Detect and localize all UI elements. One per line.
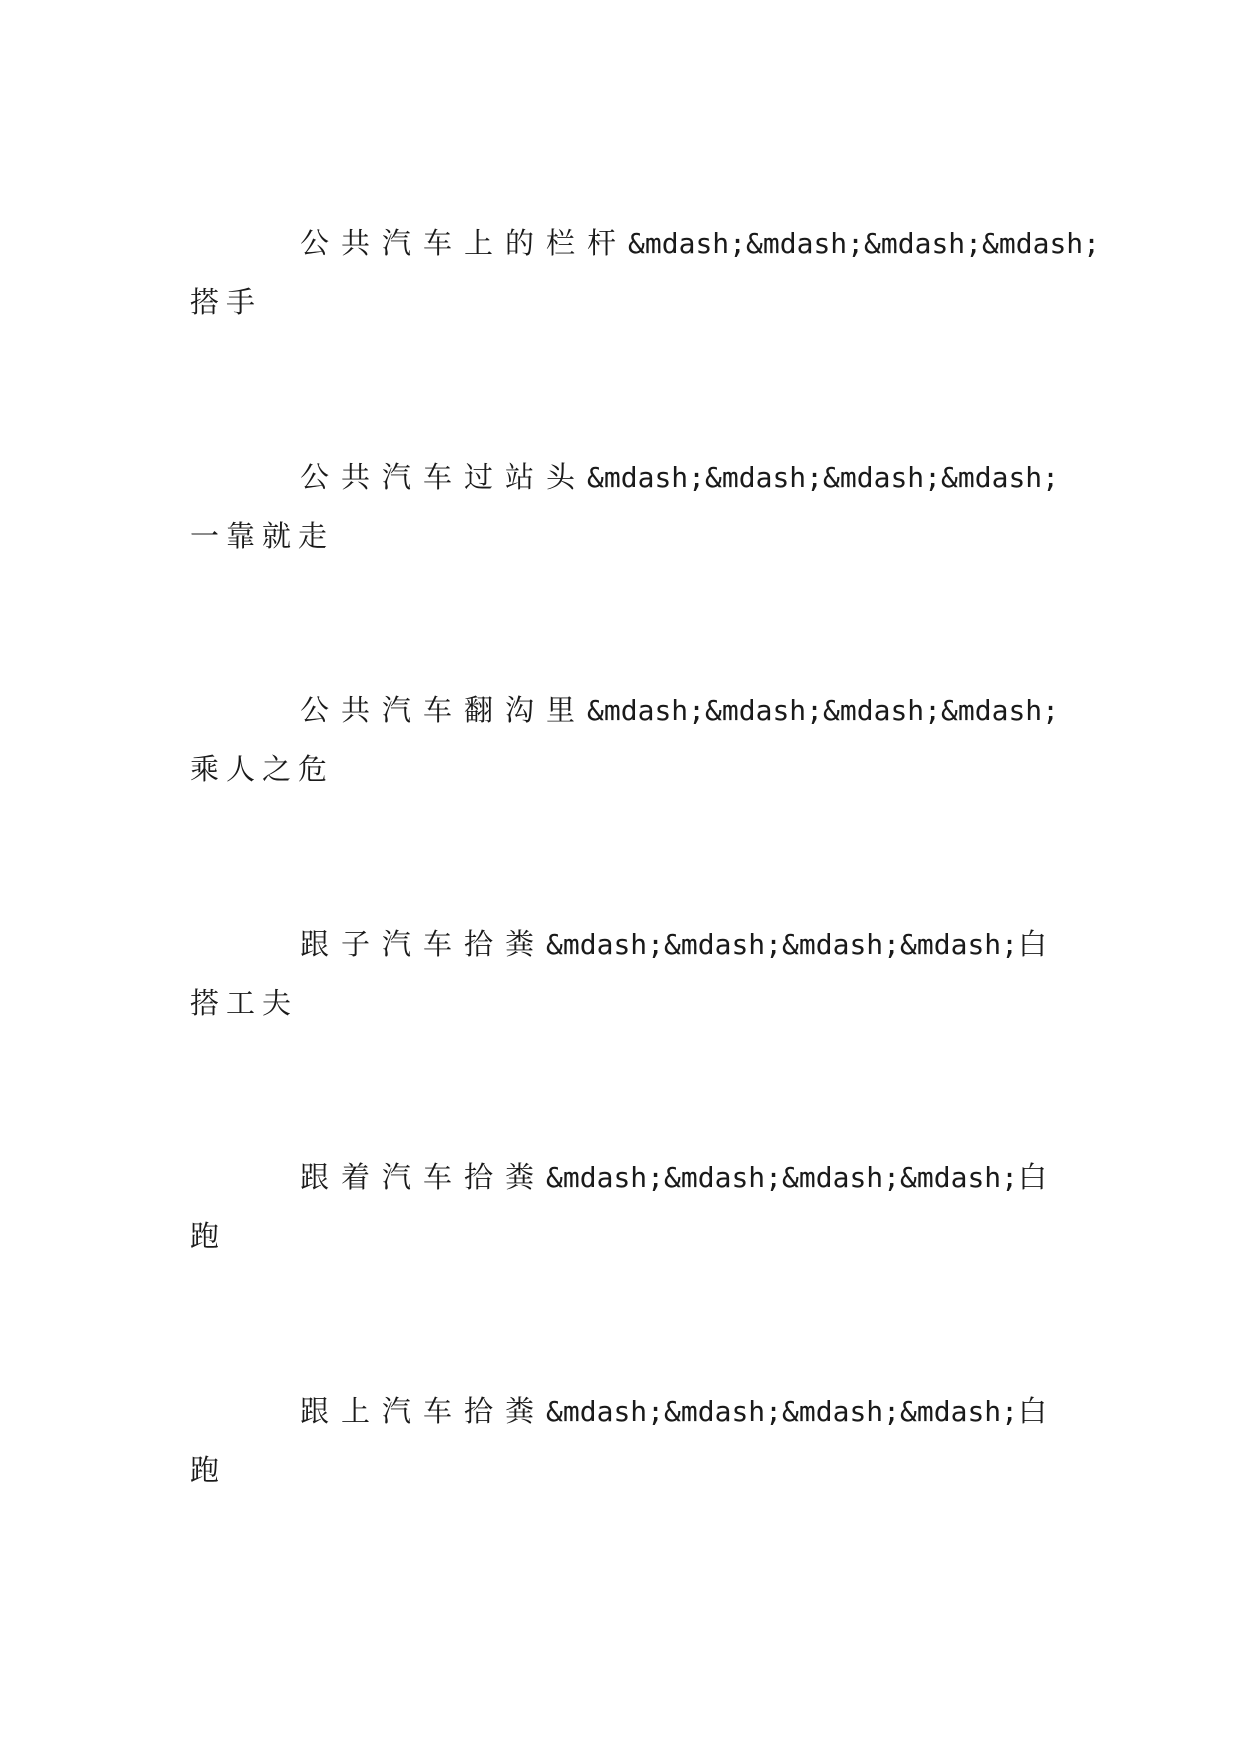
entry-answer: 搭手 — [190, 285, 263, 319]
entry-answer: 一靠就走 — [190, 519, 335, 553]
entry-phrase: 公共汽车上的栏杆 — [300, 226, 629, 260]
entry-first-line — [190, 915, 1048, 974]
entry-answer-start: 白 — [1018, 1394, 1048, 1428]
entry-phrase: 公共汽车过站头 — [300, 460, 588, 494]
entry-answer: 搭工夫 — [190, 986, 299, 1020]
entry-answer-start: 白 — [1018, 927, 1048, 961]
entry-dashes: &mdash;&mdash;&mdash;&mdash; — [546, 1395, 1019, 1428]
entry-phrase: 跟上汽车拾粪 — [300, 1394, 547, 1428]
entry-dashes: &mdash;&mdash;&mdash;&mdash; — [628, 227, 1101, 260]
entry-paragraph — [190, 915, 1048, 1032]
entry-dashes: &mdash;&mdash;&mdash;&mdash; — [587, 694, 1060, 727]
entry-paragraph — [190, 448, 1060, 565]
entry-answer: 跑 — [190, 1219, 227, 1253]
entry-first-line — [190, 448, 1060, 507]
entry-first-line — [190, 681, 1060, 740]
entry-paragraph — [190, 214, 1101, 331]
entry-phrase: 公共汽车翻沟里 — [300, 693, 588, 727]
entry-answer: 跑 — [190, 1453, 227, 1487]
entry-paragraph — [190, 1148, 1048, 1265]
entry-answer: 乘人之危 — [190, 752, 335, 786]
entry-first-line — [190, 1382, 1048, 1441]
entry-paragraph — [190, 681, 1060, 798]
entry-phrase: 跟子汽车拾粪 — [300, 927, 547, 961]
entry-dashes: &mdash;&mdash;&mdash;&mdash; — [546, 1161, 1019, 1194]
entry-first-line — [190, 1148, 1048, 1207]
entry-phrase: 跟着汽车拾粪 — [300, 1160, 547, 1194]
entry-answer-start: 白 — [1018, 1160, 1048, 1194]
entry-paragraph — [190, 1382, 1048, 1499]
entry-dashes: &mdash;&mdash;&mdash;&mdash; — [546, 928, 1019, 961]
entry-first-line — [190, 214, 1101, 273]
entry-dashes: &mdash;&mdash;&mdash;&mdash; — [587, 461, 1060, 494]
